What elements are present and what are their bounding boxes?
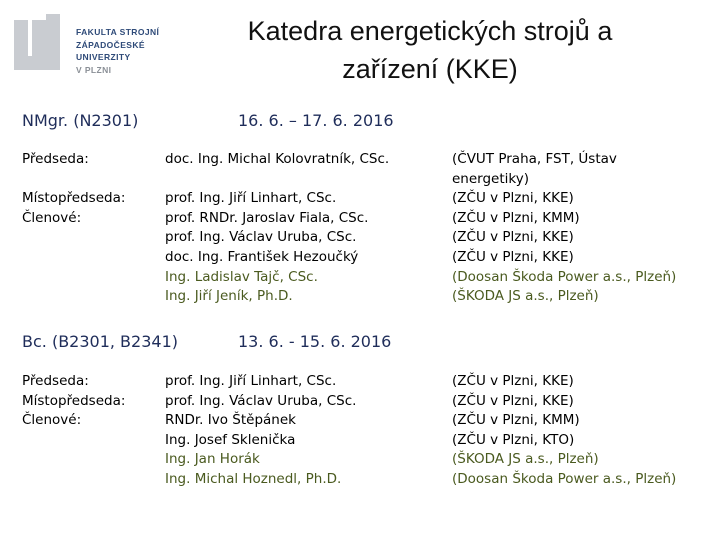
member-name: Ing. Josef Sklenička [165, 431, 296, 448]
member-name: prof. Ing. Jiří Linhart, CSc. [165, 190, 337, 207]
nmgr-roles [22, 150, 125, 228]
affiliation: (ZČU v Plzni, KTO) [452, 431, 575, 448]
member-name: prof. Ing. Václav Uruba, CSc. [165, 392, 357, 409]
title-line-2: zařízení (KKE) [342, 54, 518, 84]
affiliation: energetiky) [452, 170, 529, 187]
bc-roles [22, 372, 125, 431]
bc-date: 13. 6. - 15. 6. 2016 [238, 332, 392, 351]
member-name: Ing. Michal Hoznedl, Ph.D. [165, 470, 342, 487]
nmgr-names [165, 150, 389, 307]
affiliation: (ZČU v Plzni, KKE) [452, 392, 574, 409]
affiliation: (ČVUT Praha, FST, Ústav [452, 151, 617, 167]
affiliation: (Doosan Škoda Power a.s., Plzeň) [452, 268, 677, 285]
nmgr-affiliations [452, 150, 676, 307]
role-label [22, 170, 125, 190]
nmgr-date: 16. 6. – 17. 6. 2016 [238, 111, 394, 130]
affiliation: (Doosan Škoda Power a.s., Plzeň) [452, 470, 677, 487]
role-label: Členové: [22, 209, 82, 226]
member-name: Ing. Ladislav Tajč, CSc. [165, 268, 318, 285]
member-name [165, 170, 389, 190]
member-name: prof. Ing. Václav Uruba, CSc. [165, 229, 357, 246]
member-name: prof. RNDr. Jaroslav Fiala, CSc. [165, 209, 369, 226]
affiliation: (ZČU v Plzni, KKE) [452, 248, 574, 265]
logo-line-1: FAKULTA STROJNÍ [76, 27, 160, 37]
affiliation: (ŠKODA JS a.s., Plzeň) [452, 288, 599, 305]
title-line-1: Katedra energetických strojů a [247, 16, 613, 46]
page-title [200, 12, 660, 88]
affiliation: (ZČU v Plzni, KKE) [452, 373, 574, 389]
member-name: Ing. Jan Horák [165, 451, 260, 468]
bc-affiliations [452, 372, 676, 490]
affiliation: (ZČU v Plzni, KKE) [452, 190, 574, 207]
affiliation: (ZČU v Plzni, KKE) [452, 229, 574, 246]
nmgr-heading: NMgr. (N2301) [22, 111, 139, 130]
role-label: Místopředseda: [22, 190, 126, 207]
faculty-logo [12, 14, 162, 86]
bc-heading: Bc. (B2301, B2341) [22, 332, 178, 351]
member-name: RNDr. Ivo Štěpánek [165, 412, 296, 429]
logo-line-2: ZÁPADOČESKÉ [76, 39, 145, 50]
member-name: Ing. Jiří Jeník, Ph.D. [165, 288, 293, 305]
role-label: Předseda: [22, 373, 89, 389]
logo-line-3: UNIVERZITY [76, 52, 131, 62]
role-label: Členové: [22, 412, 82, 429]
role-label: Místopředseda: [22, 392, 126, 409]
affiliation: (ŠKODA JS a.s., Plzeň) [452, 451, 599, 468]
bc-names [165, 372, 356, 490]
role-label: Předseda: [22, 151, 89, 167]
university-logo-icon [12, 14, 68, 76]
logo-text [76, 26, 159, 76]
member-name: prof. Ing. Jiří Linhart, CSc. [165, 373, 337, 389]
affiliation: (ZČU v Plzni, KMM) [452, 412, 580, 429]
logo-line-4: V PLZNI [76, 64, 112, 75]
affiliation: (ZČU v Plzni, KMM) [452, 209, 580, 226]
member-name: doc. Ing. František Hezoučký [165, 248, 359, 265]
member-name: doc. Ing. Michal Kolovratník, CSc. [165, 151, 390, 167]
